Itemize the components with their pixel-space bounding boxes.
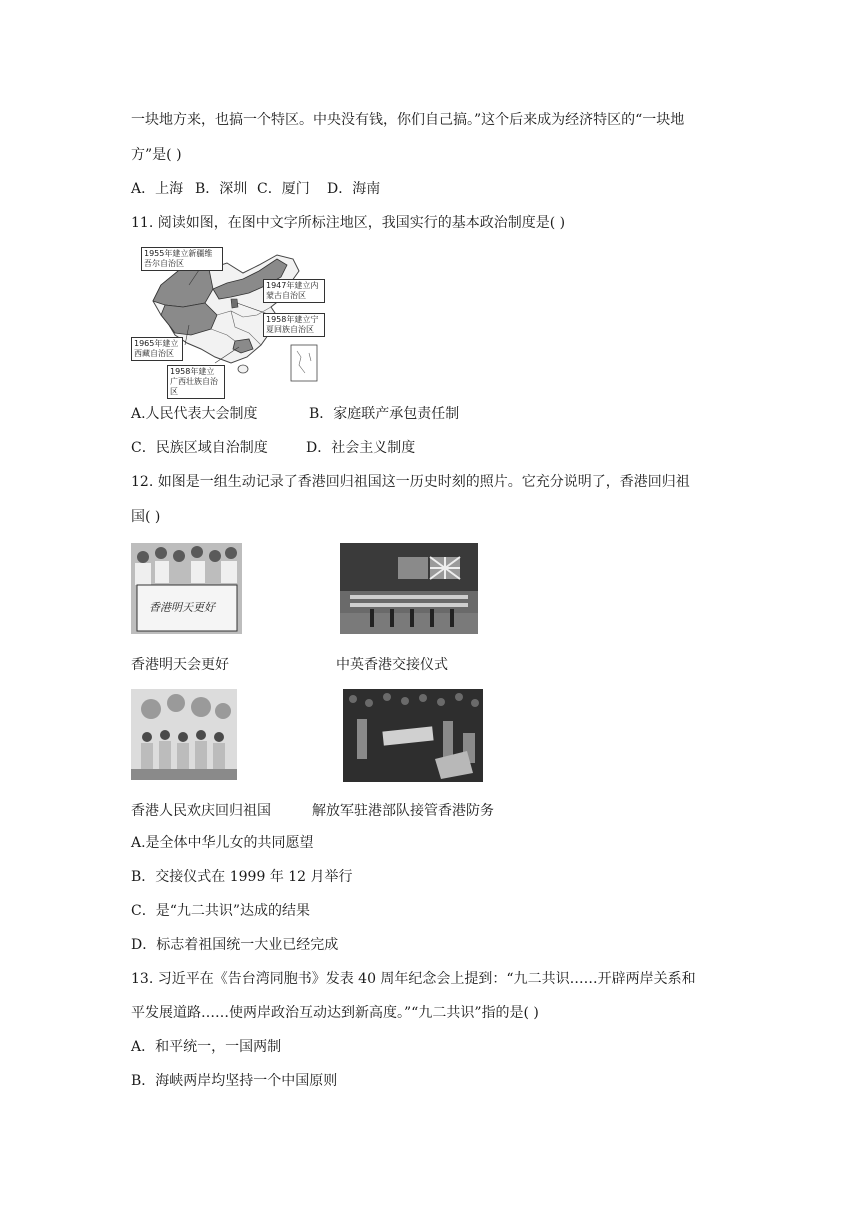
caption-handover-ceremony: 中英香港交接仪式 bbox=[336, 657, 448, 673]
q12-option-c: C．是“九二共识”达成的结果 bbox=[131, 903, 311, 919]
photo-handover-ceremony bbox=[340, 543, 478, 634]
map-label-xizang: 1965年建立西藏自治区 bbox=[131, 337, 183, 361]
photo-pla-garrison bbox=[343, 689, 483, 782]
q10-stem-line2: 方”是( ) bbox=[131, 147, 182, 163]
photo-hk-tomorrow bbox=[131, 543, 242, 634]
xinjiang-region bbox=[153, 267, 213, 307]
q12-option-d: D．标志着祖国统一大业已经完成 bbox=[131, 937, 339, 953]
map-label-guangxi: 1958年建立广西壮族自治区 bbox=[167, 365, 225, 399]
q12-stem-line1: 12. 如图是一组生动记录了香港回归祖国这一历史时刻的照片。它充分说明了，香港回归祖 bbox=[131, 474, 690, 490]
q11-options-row1 bbox=[131, 405, 459, 423]
q11-option-b: B．家庭联产承包责任制 bbox=[309, 406, 460, 422]
q11-option-a: A.人民代表大会制度 bbox=[131, 406, 258, 422]
q12-stem-line2: 国( ) bbox=[131, 509, 161, 525]
q13-option-a: A．和平统一，一国两制 bbox=[131, 1039, 282, 1055]
caption-hk-celebration: 香港人民欢庆回归祖国 bbox=[131, 803, 271, 819]
q13-option-b: B．海峡两岸均坚持一个中国原则 bbox=[131, 1073, 338, 1089]
q13-stem-line2: 平发展道路……使两岸政治互动达到新高度。”“九二共识”指的是( ) bbox=[131, 1005, 539, 1021]
q10-option-b: B．深圳 bbox=[195, 181, 248, 197]
q11-options-row2 bbox=[131, 439, 415, 457]
map-label-ningxia: 1958年建立宁夏回族自治区 bbox=[263, 313, 325, 337]
q12-option-b: B．交接仪式在 1999 年 12 月举行 bbox=[131, 869, 353, 885]
caption-hk-tomorrow: 香港明天会更好 bbox=[131, 657, 229, 673]
ningxia-region bbox=[231, 299, 238, 308]
caption-pla-garrison: 解放军驻港部队接管香港防务 bbox=[312, 803, 494, 819]
q11-stem: 11. 阅读如图，在图中文字所标注地区，我国实行的基本政治制度是( ) bbox=[131, 215, 566, 231]
photo-hk-celebration bbox=[131, 689, 237, 780]
flag-china bbox=[398, 557, 428, 579]
china-autonomous-regions-map bbox=[131, 245, 321, 396]
q11-option-d: D．社会主义制度 bbox=[306, 440, 416, 456]
map-label-xinjiang: 1955年建立新疆维吾尔自治区 bbox=[141, 247, 223, 271]
q10-option-d: D．海南 bbox=[327, 181, 381, 197]
q10-option-c: C．厦门 bbox=[257, 181, 310, 197]
q10-option-a: A．上海 bbox=[131, 181, 184, 197]
map-label-neimenggu: 1947年建立内蒙古自治区 bbox=[263, 279, 325, 303]
banner-text: 香港明天更好 bbox=[149, 601, 215, 614]
q10-stem-line1: 一块地方来，也搞一个特区。中央没有钱，你们自己搞。”这个后来成为经济特区的“一块地 bbox=[131, 112, 685, 128]
q13-stem-line1: 13. 习近平在《告台湾同胞书》发表 40 周年纪念会上提到：“九二共识……开辟两岸关系和 bbox=[131, 971, 696, 987]
q11-option-c: C．民族区域自治制度 bbox=[131, 440, 268, 456]
q12-option-a: A.是全体中华儿女的共同愿望 bbox=[131, 835, 314, 851]
q10-options bbox=[131, 180, 380, 198]
